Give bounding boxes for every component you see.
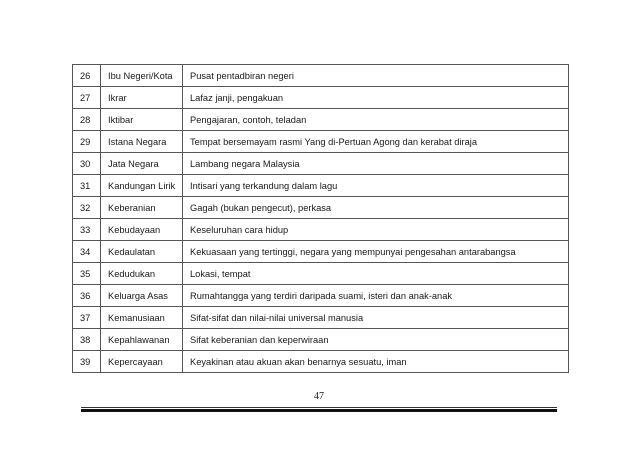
term-cell: Kemanusiaan [101,307,183,329]
row-number: 37 [73,307,101,329]
definition-cell: Keseluruhan cara hidup [183,219,569,241]
row-number: 28 [73,109,101,131]
term-cell: Istana Negara [101,131,183,153]
row-number: 33 [73,219,101,241]
definition-cell: Lokasi, tempat [183,263,569,285]
row-number: 38 [73,329,101,351]
table-row [73,329,569,351]
definition-cell: Tempat bersemayam rasmi Yang di-Pertuan Agong dan kerabat diraja [183,131,569,153]
definition-cell: Keyakinan atau akuan akan benarnya sesuatu, iman [183,351,569,373]
term-cell: Iktibar [101,109,183,131]
page-number: 47 [314,391,324,402]
row-number: 35 [73,263,101,285]
definition-cell: Pengajaran, contoh, teladan [183,109,569,131]
definition-cell: Intisari yang terkandung dalam lagu [183,175,569,197]
footer-rule-thick [81,409,557,412]
row-number: 34 [73,241,101,263]
term-cell: Kepahlawanan [101,329,183,351]
table-row [73,263,569,285]
definition-cell: Lafaz janji, pengakuan [183,87,569,109]
row-number: 31 [73,175,101,197]
row-number: 27 [73,87,101,109]
row-number: 32 [73,197,101,219]
term-cell: Ibu Negeri/Kota [101,65,183,87]
table-row [73,351,569,373]
table-row [73,197,569,219]
table-row [73,153,569,175]
term-cell: Kepercayaan [101,351,183,373]
table-row [73,285,569,307]
term-cell: Keluarga Asas [101,285,183,307]
row-number: 39 [73,351,101,373]
term-cell: Keberanian [101,197,183,219]
table-row [73,131,569,153]
row-number: 29 [73,131,101,153]
definition-cell: Sifat keberanian dan keperwiraan [183,329,569,351]
definition-cell: Rumahtangga yang terdiri daripada suami, isteri dan anak-anak [183,285,569,307]
table-row [73,219,569,241]
table-row [73,65,569,87]
term-cell: Kandungan Lirik [101,175,183,197]
table-row [73,87,569,109]
row-number: 26 [73,65,101,87]
table-row [73,109,569,131]
term-cell: Kedudukan [101,263,183,285]
term-cell: Kedaulatan [101,241,183,263]
table-row [73,175,569,197]
glossary-table-body [73,65,569,373]
row-number: 30 [73,153,101,175]
term-cell: Kebudayaan [101,219,183,241]
term-cell: Jata Negara [101,153,183,175]
definition-cell: Pusat pentadbiran negeri [183,65,569,87]
table-row [73,307,569,329]
definition-cell: Sifat-sifat dan nilai-nilai universal manusia [183,307,569,329]
table-row [73,241,569,263]
footer-rule-thin [81,407,557,408]
definition-cell: Kekuasaan yang tertinggi, negara yang mempunyai pengesahan antarabangsa [183,241,569,263]
term-cell: Ikrar [101,87,183,109]
row-number: 36 [73,285,101,307]
definition-cell: Gagah (bukan pengecut), perkasa [183,197,569,219]
glossary-table [72,64,569,373]
definition-cell: Lambang negara Malaysia [183,153,569,175]
